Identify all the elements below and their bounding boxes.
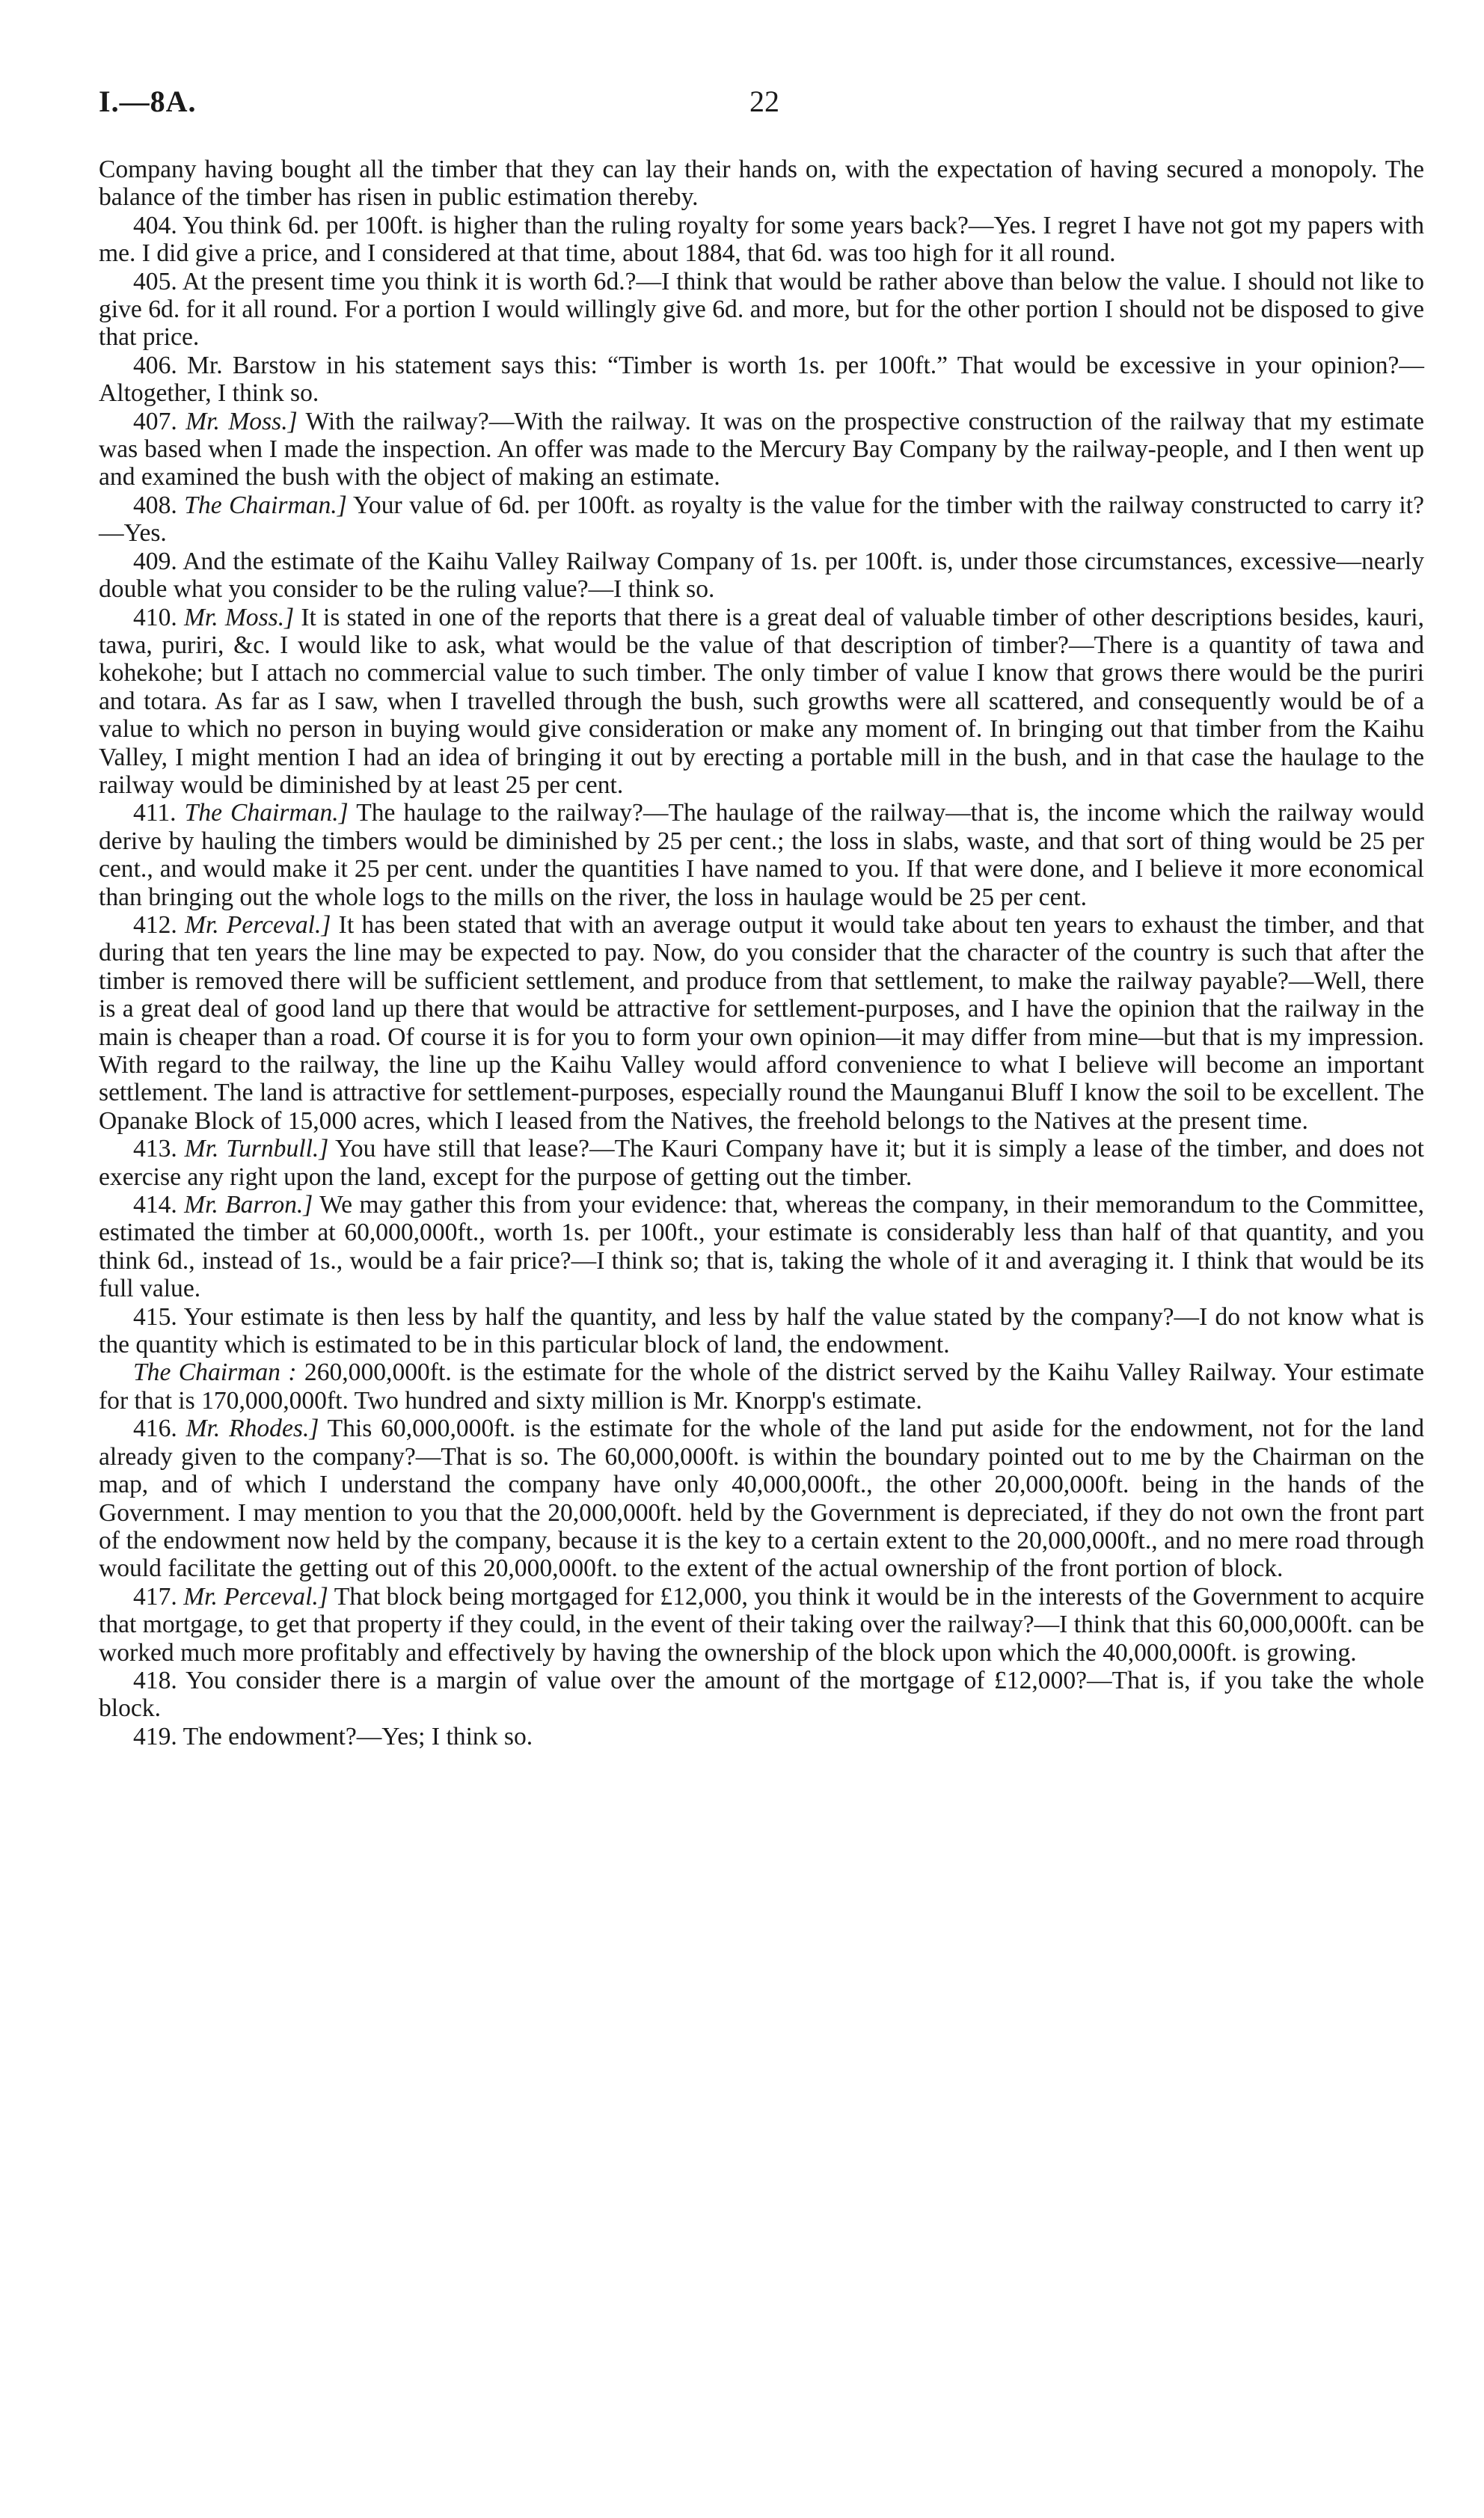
- paragraph-text: With the railway?—With the railway. It was on the prospective construction of the railway that my estimate was based when I made the inspection. An offer was made to the Mercury Bay Company by the railway-people, and I then went up and examined the bush with the object of making an estimate.: [99, 407, 1424, 491]
- paragraph-text: 260,000,000ft. is the estimate for the whole of the district served by the Kaihu Valley Railway. Your estimate for that is 170,000,000ft. Two hundred and sixty million is Mr. Knorpp's estimate.: [99, 1358, 1424, 1415]
- paragraph-text: Mr. Barstow in his statement says this: “Timber is worth 1s. per 100ft.” That would be excessive in your opinion?—Altogether, I think so.: [99, 351, 1424, 408]
- paragraph-text: It is stated in one of the reports that there is a great deal of valuable timber of other descriptions besides, kauri, tawa, puriri, &c. I would like to ask, what would be the value of that description of timber?—There is a quantity of tawa and kohekohe; but I attach no commercial value to such timber. The only timber of value I know that grows there would be the puriri and totara. As far as I saw, when I travelled through the bush, such growths were all scattered, and consequently would be of a value to which no person in buying would give consideration or make any moment of. In bringing out that timber from the Kaihu Valley, I might mention I had an idea of bringing it out by erecting a portable mill in the bush, and in that case the haulage to the railway would be diminished by at least 25 per cent.: [99, 603, 1424, 799]
- paragraph-text: You have still that lease?—The Kauri Company have it; but it is simply a lease of the timber, and does not exercise any right upon the land, except for the purpose of getting out the timber.: [99, 1135, 1424, 1191]
- question-number: 409.: [133, 547, 177, 575]
- question-number: 411.: [133, 799, 177, 827]
- speaker-name: Mr. Moss.]: [183, 603, 295, 631]
- question-paragraph: [99, 1303, 1424, 1359]
- document-reference: I.—8A.: [99, 85, 197, 118]
- paragraph-text: That block being mortgaged for £12,000, you think it would be in the interests of the Government to acquire that mortgage, to get that property if they could, in the event of their taking over the railway?—I think that this 60,000,000ft. can be worked much more profitably and effectively by having the ownership of the block upon which the 40,000,000ft. is growing.: [99, 1582, 1424, 1667]
- question-paragraph: [99, 268, 1424, 352]
- question-paragraph: [99, 911, 1424, 1135]
- question-paragraph: [99, 491, 1424, 548]
- paragraph-text: You think 6d. per 100ft. is higher than the ruling royalty for some years back?—Yes. I regret I have not got my papers with me. I did give a price, and I considered at that time, about 1884, that 6d. was too high for it all round.: [99, 211, 1424, 268]
- question-number: 414.: [133, 1191, 177, 1219]
- question-paragraph: [99, 408, 1424, 491]
- paragraph-text: The haulage to the railway?—The haulage of the railway—that is, the income which the railway would derive by hauling the timbers would be diminished by 25 per cent.; the loss in slabs, waste, and that sort of thing would be 25 per cent., and would make it 25 per cent. under the quantities I have named to you. If that were done, and I believe it more economical than bringing out the whole logs to the mills on the river, the loss in haulage would be 25 per cent.: [99, 799, 1424, 911]
- speaker-name: The Chairman.]: [184, 491, 347, 519]
- question-paragraph: [99, 1415, 1424, 1582]
- question-number: 416.: [133, 1415, 177, 1443]
- paragraph-text: The endowment?—Yes; I think so.: [183, 1722, 533, 1750]
- paragraph-text: We may gather this from your evidence: that, whereas the company, in their memorandum to the Committee, estimated the timber at 60,000,000ft., worth 1s. per 100ft., your estimate is considerably less than half of that quantity, and you think 6d., instead of 1s., would be a fair price?—I think so; that is, taking the whole of it and averaging it. I think that would be its full value.: [99, 1191, 1424, 1303]
- question-number: 410.: [133, 603, 177, 631]
- speaker-name: The Chairman :: [133, 1358, 297, 1387]
- question-number: 417.: [133, 1582, 177, 1611]
- question-paragraph: [99, 1358, 1424, 1415]
- question-paragraph: [99, 212, 1424, 268]
- paragraph-text: Your value of 6d. per 100ft. as royalty is the value for the timber with the railway constructed to carry it?—Yes.: [99, 491, 1424, 548]
- question-number: 405.: [133, 267, 177, 295]
- paragraph-text: It has been stated that with an average output it would take about ten years to exhaust the timber, and that during that ten years the line may be expected to pay. Now, do you consider that the character of the country is such that after the timber is removed there will be sufficient settlement, and produce from that settlement, to make the railway payable?—Well, there is a great deal of good land up there that would be attractive for settlement-purposes, and I have the opinion that the railway in the main is cheaper than a road. Of course it is for you to form your own opinion—it may differ from mine—but that is my impression. With regard to the railway, the line up the Kaihu Valley would afford convenience to what I believe will become an important settlement. The land is attractive for settlement-purposes, especially round the Maunganui Bluff I know the soil to be excellent. The Opanake Block of 15,000 acres, which I leased from the Natives, the freehold belongs to the Natives at the present time.: [99, 910, 1424, 1135]
- speaker-name: Mr. Turnbull.]: [184, 1135, 329, 1163]
- question-number: 404.: [133, 211, 177, 239]
- question-paragraph: [99, 1191, 1424, 1303]
- speaker-name: The Chairman.]: [184, 799, 349, 827]
- speaker-name: Mr. Barron.]: [184, 1191, 313, 1219]
- question-number: 418.: [133, 1666, 177, 1694]
- paragraph-text: You consider there is a margin of value over the amount of the mortgage of £12,000?—That is, if you take the whole block.: [99, 1666, 1424, 1723]
- page-header: [99, 84, 1430, 129]
- speaker-name: Mr. Perceval.]: [183, 1582, 328, 1611]
- question-paragraph: [99, 1583, 1424, 1667]
- evidence-text: [99, 156, 1424, 1750]
- question-number: 415.: [133, 1302, 177, 1331]
- question-paragraph: [99, 1135, 1424, 1191]
- question-paragraph: [99, 1667, 1424, 1723]
- speaker-name: Mr. Perceval.]: [184, 910, 331, 939]
- question-number: 412.: [133, 910, 177, 939]
- page-number: 22: [749, 85, 779, 118]
- speaker-name: Mr. Moss.]: [186, 407, 298, 435]
- paragraph-text: Your estimate is then less by half the quantity, and less by half the value stated by the company?—I do not know what is the quantity which is estimated to be in this particular block of land, the endowment.: [99, 1302, 1425, 1359]
- question-paragraph: [99, 548, 1424, 604]
- speaker-name: Mr. Rhodes.]: [186, 1415, 319, 1443]
- question-paragraph: [99, 799, 1424, 911]
- paragraph-text: This 60,000,000ft. is the estimate for the whole of the land put aside for the endowment, not for the land already given to the company?—That is so. The 60,000,000ft. is within the boundary pointed out to me by the Chairman on the map, and of which I understand the company have only 40,000,000ft., the other 20,000,000ft. being in the hands of the Government. I may mention to you that the 20,000,000ft. held by the Government is depreciated, if they do not own the front part of the endowment now held by the company, because it is the key to a certain extent to the 20,000,000ft., and no mere road through would facilitate the getting out of this 20,000,000ft. to the extent of the actual ownership of the front portion of block.: [99, 1415, 1424, 1583]
- question-number: 419.: [133, 1722, 177, 1750]
- question-paragraph: [99, 604, 1424, 800]
- question-number: 413.: [133, 1135, 177, 1163]
- question-number: 407.: [133, 407, 177, 435]
- question-paragraph: [99, 352, 1424, 408]
- paragraph-text: Company having bought all the timber that they can lay their hands on, with the expectation of having secured a monopoly. The balance of the timber has risen in public estimation thereby.: [99, 156, 1424, 212]
- paragraph-text: At the present time you think it is worth 6d.?—I think that would be rather above than below the value. I should not like to give 6d. for it all round. For a portion I would willingly give 6d. and more, but for the other portion I should not be disposed to give that price.: [99, 267, 1424, 352]
- question-number: 408.: [133, 491, 177, 519]
- question-paragraph: [99, 156, 1424, 212]
- question-paragraph: [99, 1723, 1424, 1750]
- paragraph-text: And the estimate of the Kaihu Valley Railway Company of 1s. per 100ft. is, under those circumstances, excessive—nearly double what you consider to be the ruling value?—I think so.: [99, 547, 1425, 604]
- question-number: 406.: [133, 351, 177, 379]
